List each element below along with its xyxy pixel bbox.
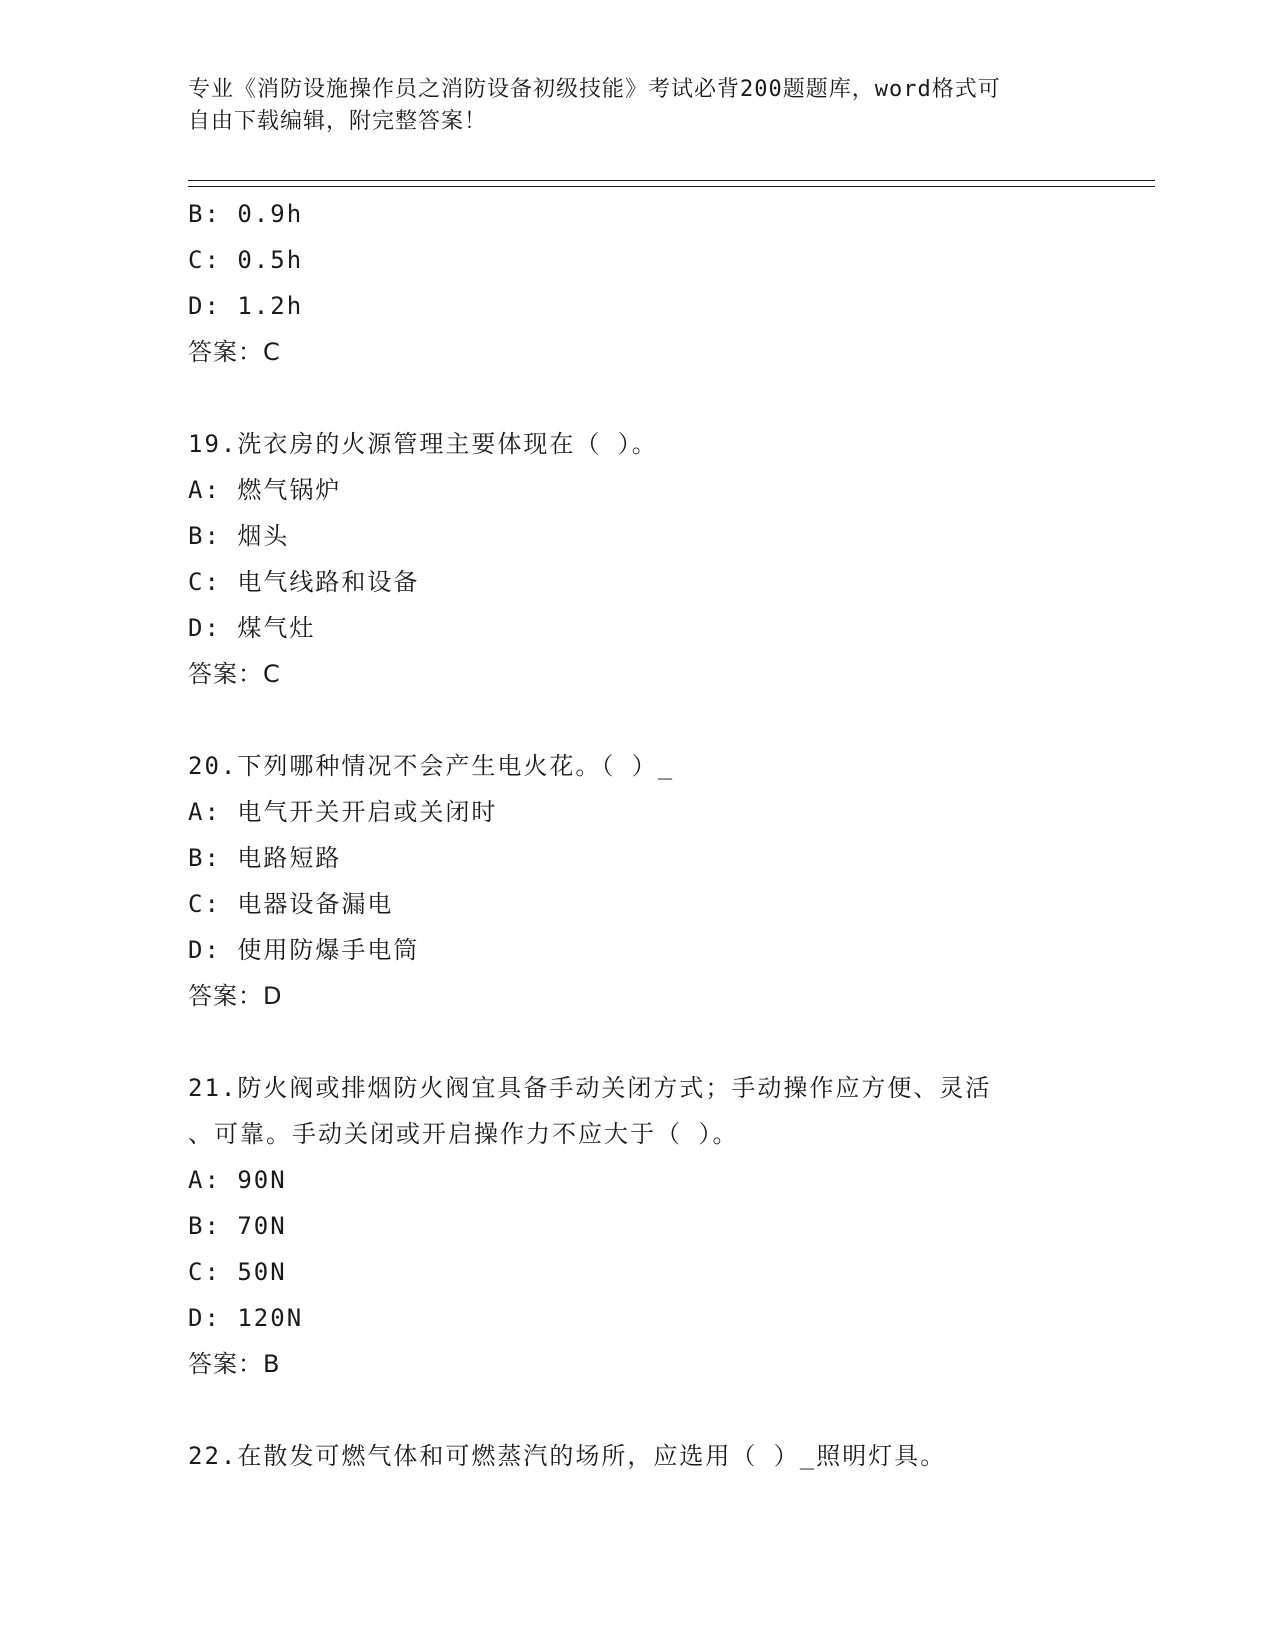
question-text: 22.在散发可燃气体和可燃蒸汽的场所，应选用（ ）_照明灯具。 bbox=[188, 1442, 947, 1470]
option-a: A: 90N bbox=[188, 1166, 287, 1194]
option-a: A: 电气开关开启或关闭时 bbox=[188, 798, 498, 826]
question-text: 20.下列哪种情况不会产生电火花。（ ）_ bbox=[188, 752, 675, 780]
answer: 答案：B bbox=[188, 1350, 281, 1378]
option-d: D: 120N bbox=[188, 1304, 304, 1332]
option-c: C: 电器设备漏电 bbox=[188, 890, 394, 918]
answer: 答案：C bbox=[188, 660, 281, 688]
option-c: C: 电气线路和设备 bbox=[188, 568, 420, 596]
header-title-line-2: 自由下载编辑，附完整答案！ bbox=[188, 109, 488, 134]
question-content bbox=[188, 191, 1088, 1479]
option-c: C: 0.5h bbox=[188, 246, 304, 274]
spacer bbox=[188, 1387, 1088, 1433]
question-text-line-1: 21.防火阀或排烟防火阀宜具备手动关闭方式；手动操作应方便、灵活 bbox=[188, 1074, 992, 1102]
spacer bbox=[188, 375, 1088, 421]
option-d: D: 使用防爆手电筒 bbox=[188, 936, 420, 964]
question-18-tail bbox=[188, 191, 1088, 375]
spacer bbox=[188, 1019, 1088, 1065]
question-22 bbox=[188, 1433, 1088, 1479]
option-b: B: 电路短路 bbox=[188, 844, 342, 872]
option-d: D: 1.2h bbox=[188, 292, 304, 320]
question-text: 19.洗衣房的火源管理主要体现在（ ）。 bbox=[188, 430, 658, 458]
answer: 答案：C bbox=[188, 338, 281, 366]
option-b: B: 70N bbox=[188, 1212, 287, 1240]
question-19 bbox=[188, 421, 1088, 697]
answer: 答案：D bbox=[188, 982, 283, 1010]
header-divider bbox=[188, 180, 1155, 187]
option-a: A: 燃气锅炉 bbox=[188, 476, 342, 504]
question-21 bbox=[188, 1065, 1088, 1387]
question-20 bbox=[188, 743, 1088, 1019]
question-text-line-2: 、可靠。手动关闭或开启操作力不应大于（ ）。 bbox=[188, 1120, 739, 1148]
header-title-line-1: 专业《消防设施操作员之消防设备初级技能》考试必背200题题库，word格式可 bbox=[188, 77, 1001, 102]
page-header bbox=[188, 74, 1068, 138]
option-b: B: 0.9h bbox=[188, 200, 304, 228]
option-b: B: 烟头 bbox=[188, 522, 290, 550]
spacer bbox=[188, 697, 1088, 743]
option-c: C: 50N bbox=[188, 1258, 287, 1286]
option-d: D: 煤气灶 bbox=[188, 614, 316, 642]
